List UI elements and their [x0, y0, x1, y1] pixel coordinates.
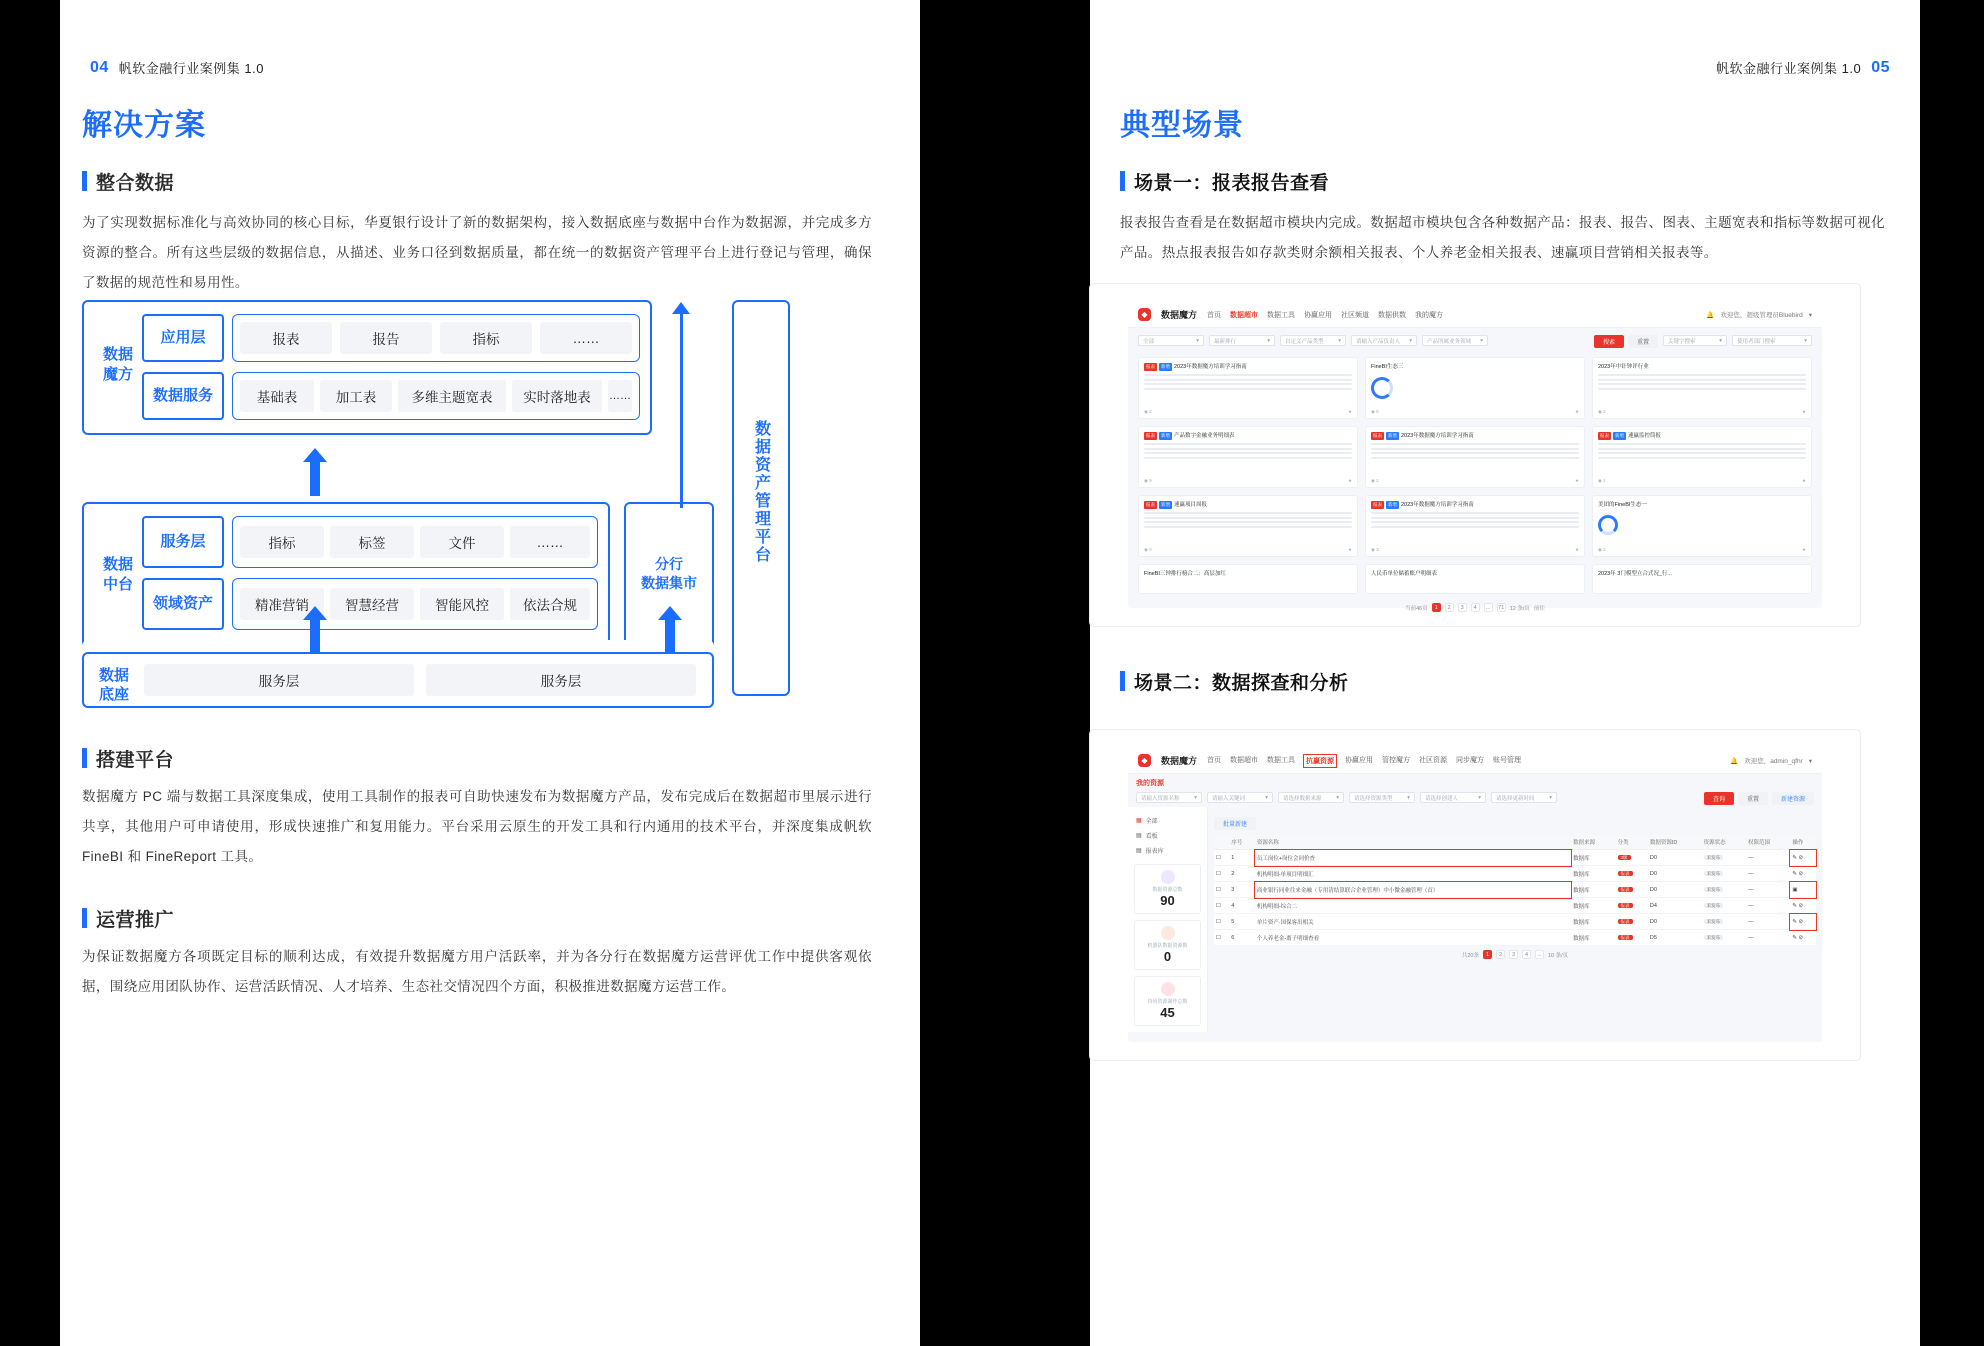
page-ellipsis: ...: [1484, 603, 1493, 612]
table-row[interactable]: [1214, 850, 1816, 866]
app-name-1: 数据魔方: [1161, 310, 1198, 320]
table-header-row: [1214, 835, 1816, 850]
product-card[interactable]: 美团的FineBI生态一 ◉ 2 ★: [1592, 495, 1812, 557]
reset-button-2[interactable]: 重置: [1738, 792, 1768, 805]
resource-body: [1128, 807, 1822, 1032]
col-actions: 操作: [1790, 835, 1816, 850]
stat-label-total: 数据资源总数: [1152, 887, 1183, 893]
diagram-cell-etc-3: ……: [510, 526, 590, 558]
row-category: 报表: [1616, 898, 1648, 914]
diagram-box-service-layer: 服务层: [142, 516, 224, 568]
diagram-label-midplatform: 数据 中台: [102, 556, 133, 593]
filter-all[interactable]: 全部 ▾: [1138, 335, 1204, 346]
product-card[interactable]: 报表 新增 速赢监控筒报 ◉ 1 ★: [1592, 426, 1812, 488]
row-actions[interactable]: ✎ ⊘: [1790, 850, 1816, 866]
product-card[interactable]: 报表 新增 速赢项目周报 ◉ 0 ★: [1138, 495, 1358, 557]
row-name: 个人养老金-离子明细查看: [1255, 930, 1571, 946]
diagram-label-base: 数据 底座: [98, 667, 129, 703]
nav-item-community-2[interactable]: 社区资源: [1419, 756, 1448, 764]
diagram-cell-indicator: 指标: [440, 322, 532, 354]
page-1[interactable]: 1: [1432, 603, 1441, 612]
right-page: [1090, 0, 1920, 1346]
scene-title-1: 场景一：报表报告查看: [1120, 168, 1329, 195]
row-status: 未发布: [1702, 850, 1746, 866]
new-resource-button[interactable]: 新建资源: [1772, 792, 1814, 805]
filter-owner[interactable]: 请输入产品负责人 ▾: [1351, 335, 1417, 346]
table-row[interactable]: [1214, 914, 1816, 930]
resource-table: [1214, 835, 1816, 946]
bell-icon[interactable]: 🔔: [1706, 311, 1715, 319]
filter-dept[interactable]: 使用者部门搜索 ▾: [1732, 335, 1812, 346]
filter-update-time[interactable]: 请选择更新时间 ▾: [1491, 792, 1557, 803]
row-status: 未发布: [1702, 914, 1746, 930]
filter-data-source[interactable]: 请选择数据来源 ▾: [1278, 792, 1344, 803]
row-actions[interactable]: ▣: [1790, 882, 1816, 898]
row-id: D0: [1648, 866, 1702, 882]
diagram-box-data-service: 数据服务: [142, 372, 224, 420]
filter-bar-1: [1128, 328, 1822, 352]
page-2[interactable]: 2: [1445, 603, 1454, 612]
chevron-down-icon[interactable]: ▾: [1808, 311, 1812, 319]
screenshot-data-market: [1090, 284, 1860, 626]
filter-domain[interactable]: 产品所属业务领域 ▾: [1422, 335, 1488, 346]
paragraph-1: 为了实现数据标准化与高效协同的核心目标，华夏银行设计了新的数据架构，接入数据底座与数据中台作为数据源，并完成多方资源的整合。所有这些层级的数据信息，从描述、业务口径到数据质量，都在统一的数据资产管理平台上进行登记与管理，确保了数据的规范性和易用性。: [82, 215, 872, 290]
diagram-cell-report: 报表: [240, 322, 332, 354]
page-4-2[interactable]: 4: [1522, 950, 1531, 959]
diagram-cell-base-service-2: 服务层: [426, 664, 696, 696]
stat-card-machine: [1134, 920, 1201, 970]
row-status: 未发布: [1702, 898, 1746, 914]
running-header-right: [1716, 58, 1890, 77]
paragraph-2: 数据魔方 PC 端与数据工具深度集成，使用工具制作的报表可自助快速发布为数据魔方产品，发布完成后在数据超市里展示进行共享，其他用户可申请使用，形成快速推广和复用能力。平台采用云原生的开发工具和行内通用的技术平台，并深度集成帆软 FineBI 和 FineReport 工具。: [82, 789, 872, 864]
screenshot-resource-table: [1090, 730, 1860, 1060]
col-no: 序号: [1229, 835, 1255, 850]
nav-item-community[interactable]: 社区频道: [1341, 311, 1370, 319]
diagram-connector-arrow: [672, 302, 690, 314]
row-checkbox[interactable]: ☐: [1214, 898, 1229, 914]
header-text-right: 帆软金融行业案例集 1.0: [1716, 61, 1862, 76]
row-id: D0: [1648, 882, 1702, 898]
diagram-cell-tag: 标签: [330, 526, 414, 558]
filter-product-type[interactable]: 自定义产品类型 ▾: [1280, 335, 1346, 346]
page-ellipsis-2: ...: [1535, 950, 1544, 959]
diagram-label-branch-mart: 分行 数据集市: [641, 556, 697, 591]
col-check: [1214, 835, 1229, 850]
diagram-box-domain-asset: 领域资产: [142, 578, 224, 630]
product-card[interactable]: 人民币单位储蓄账户明细表: [1365, 564, 1585, 594]
stat-value-pending: 45: [1160, 1005, 1175, 1020]
filter-resource-name[interactable]: 请输入资源名称 ▾: [1136, 792, 1202, 803]
stat-value-total: 90: [1160, 893, 1175, 908]
diagram-label-asset-platform: 数据资产管理平台: [752, 420, 770, 564]
filter-keyword-2[interactable]: 请输入关键词 ▾: [1207, 792, 1273, 803]
stat-label-machine: 机器队数据资源数: [1147, 943, 1188, 949]
nav-item-data-tools[interactable]: 数据工具: [1267, 311, 1296, 319]
row-checkbox[interactable]: ☐: [1214, 914, 1229, 930]
diagram-connector-line: [680, 310, 683, 470]
nav-item-home-2[interactable]: 首页: [1207, 756, 1222, 764]
nav-item-sync-cube[interactable]: 同步魔方: [1456, 756, 1485, 764]
paragraph-3: 为保证数据魔方各项既定目标的顺利达成，有效提升数据魔方用户活跃率，并为各分行在数据魔方运营评优工作中提供客观依据，围绕应用团队协作、运营活跃情况、人才培养、生态社交情况四个方面，积极推进数据魔方运营工作。: [82, 949, 872, 994]
row-scope: —: [1746, 850, 1790, 866]
app-userbar-2: [1730, 756, 1812, 765]
screenshot-1-frame: [1128, 302, 1822, 612]
diagram-cell-compliance: 依法合规: [510, 588, 590, 620]
page-2-2[interactable]: 2: [1496, 950, 1505, 959]
app-userbar-1: [1706, 310, 1812, 319]
app-logo-icon: ◆: [1138, 754, 1151, 767]
product-card[interactable]: 2023年中针钟评行业 ◉ 3 ★: [1592, 357, 1812, 419]
row-no: 5: [1229, 914, 1255, 930]
stat-card-pending: [1134, 976, 1201, 1026]
row-actions[interactable]: ✎ ⊘: [1790, 866, 1816, 882]
row-status: 未发布: [1702, 930, 1746, 946]
chevron-down-icon[interactable]: ▾: [1808, 757, 1812, 765]
donut-chart-icon: [1371, 377, 1393, 399]
nav-item-control-cube[interactable]: 管控魔方: [1382, 756, 1411, 764]
row-actions[interactable]: ✎ ⊘: [1790, 930, 1816, 946]
app-nav-2: [1207, 755, 1521, 767]
app-nav-1: [1207, 310, 1443, 320]
row-no: 3: [1229, 882, 1255, 898]
diagram-cell-base-service-1: 服务层: [144, 664, 414, 696]
page-title-right: 典型场景: [1120, 109, 1244, 142]
row-no: 4: [1229, 898, 1255, 914]
product-card[interactable]: FineBI三钟排行榜合二：高层加红: [1138, 564, 1358, 594]
diagram-cell-report-doc: 报告: [340, 322, 432, 354]
row-source: 数据库: [1571, 866, 1615, 882]
row-scope: —: [1746, 914, 1790, 930]
diagram-connector-line-2: [680, 468, 683, 508]
diagram-cell-smart-risk: 智能风控: [420, 588, 504, 620]
user-greeting-1: 欢迎您，超级管理员Bluebird: [1720, 312, 1803, 319]
diagram-cell-file: 文件: [420, 526, 504, 558]
product-card[interactable]: 2023年 3门模型立合式况_行...: [1592, 564, 1812, 594]
diagram-cell-smart-ops: 智慧经营: [330, 588, 414, 620]
nav-item-coop-app-2[interactable]: 协赢应用: [1345, 756, 1374, 764]
row-name: 单片资产·国保客出相关: [1255, 914, 1571, 930]
row-id: D0: [1648, 914, 1702, 930]
row-name: 商业银行同业往来金融（专用清结算联合企业管理）中小微金融管理（首）: [1255, 882, 1571, 898]
row-id: D0: [1648, 850, 1702, 866]
scene-title-2: 场景二：数据探查和分析: [1120, 668, 1349, 695]
col-id: 数据资源ID: [1648, 835, 1702, 850]
page-number-right: 05: [1871, 58, 1890, 76]
col-status: 资源状态: [1702, 835, 1746, 850]
header-text-left: 帆软金融行业案例集 1.0: [118, 61, 264, 76]
search-button-1[interactable]: 搜索: [1594, 335, 1624, 348]
table-row[interactable]: [1214, 930, 1816, 946]
page-1-2[interactable]: 1: [1483, 950, 1492, 959]
row-source: 数据库: [1571, 914, 1615, 930]
sidebar-item-all[interactable]: ▦ 全部: [1136, 818, 1158, 825]
row-status: 未发布: [1702, 882, 1746, 898]
diagram-box-app-layer: 应用层: [142, 314, 224, 362]
stat-label-pending: 待用资源制作总数: [1147, 999, 1188, 1005]
page-3-2[interactable]: 3: [1509, 950, 1518, 959]
total-count-1: 当前46页: [1405, 605, 1428, 612]
col-scope: 权限范围: [1746, 835, 1790, 850]
row-category: 报表: [1616, 882, 1648, 898]
nav-item-home[interactable]: 首页: [1207, 311, 1222, 319]
diagram-cell-base-table: 基础表: [240, 380, 314, 412]
nav-item-data-market-2[interactable]: 数据超市: [1230, 756, 1259, 764]
page-number-left: 04: [90, 58, 109, 76]
diagram-cell-process-table: 加工表: [320, 380, 392, 412]
diagram-label-datacube: 数据 魔方: [102, 346, 133, 383]
diagram-cell-etc-2: ……: [608, 380, 632, 412]
row-category: 报表: [1616, 866, 1648, 882]
sidebar-item-report-lib[interactable]: ▤ 报表库: [1136, 848, 1164, 855]
row-scope: —: [1746, 866, 1790, 882]
row-no: 1: [1229, 850, 1255, 866]
filter-sort[interactable]: 最新排行 ▾: [1209, 335, 1275, 346]
page-3[interactable]: 3: [1458, 603, 1467, 612]
page-jump-1[interactable]: 前往: [1533, 605, 1545, 612]
row-name: 机构明细-单项目明细汇: [1255, 866, 1571, 882]
row-id: D4: [1648, 898, 1702, 914]
subsection-title-1: 整合数据: [82, 168, 174, 195]
row-checkbox[interactable]: ☐: [1214, 866, 1229, 882]
row-no: 6: [1229, 930, 1255, 946]
reset-button-1[interactable]: 重置: [1628, 335, 1658, 348]
product-card-grid: [1128, 352, 1822, 599]
arrow-up-2: [310, 618, 320, 652]
page-4[interactable]: 4: [1471, 603, 1480, 612]
row-scope: —: [1746, 882, 1790, 898]
app-header-1: [1128, 302, 1822, 328]
page-title-left: 解决方案: [82, 109, 206, 142]
diagram-cell-wide-table: 多维主题宽表: [398, 380, 506, 412]
total-count-2: 共20条: [1461, 952, 1479, 959]
donut-chart-icon: [1598, 515, 1618, 535]
nav-item-resources[interactable]: 抗赢资源: [1304, 755, 1336, 767]
sidebar-item-dashboard[interactable]: ▤ 看板: [1136, 833, 1158, 840]
filter-creator[interactable]: 请选择创建人 ▾: [1420, 792, 1486, 803]
row-actions[interactable]: ✎ ⊘: [1790, 914, 1816, 930]
row-checkbox[interactable]: ☐: [1214, 850, 1229, 866]
subsection-title-3: 运营推广: [82, 905, 174, 932]
row-source: 数据库: [1571, 930, 1615, 946]
table-row[interactable]: [1214, 882, 1816, 898]
product-card[interactable]: 报表 新增 2023年数据魔方培训学习指南 ◉ 2 ★: [1138, 357, 1358, 419]
architecture-diagram: [82, 300, 872, 703]
row-checkbox[interactable]: ☐: [1214, 930, 1229, 946]
user-greeting-2: 欢迎您，admin_qfhr: [1744, 758, 1803, 765]
row-category: 报表: [1616, 914, 1648, 930]
arrow-up-3: [665, 618, 675, 652]
resource-sidebar: [1128, 807, 1208, 1032]
table-row[interactable]: [1214, 898, 1816, 914]
app-logo-icon: ◆: [1138, 308, 1151, 321]
diagram-cell-etc-1: ……: [540, 322, 632, 354]
app-name-2: 数据魔方: [1161, 756, 1198, 766]
row-scope: —: [1746, 898, 1790, 914]
stat-value-machine: 0: [1163, 949, 1172, 964]
product-card[interactable]: 报表 新增 2023年数据魔方培训学习指南 ◉ 3 ★: [1365, 495, 1585, 557]
app-header-2: [1128, 748, 1822, 774]
panel-title-2: 我的资源: [1136, 780, 1164, 787]
col-category: 分类: [1616, 835, 1648, 850]
diagram-cell-realtime-table: 实时落地表: [512, 380, 602, 412]
row-category: 报表: [1616, 930, 1648, 946]
col-name: 资源名称: [1255, 835, 1571, 850]
product-card[interactable]: FineBI生态三 ◉ 5 ★: [1365, 357, 1585, 419]
col-source: 数据来源: [1571, 835, 1615, 850]
arrow-up-1: [310, 460, 320, 496]
nav-item-data-supply[interactable]: 数据供数: [1378, 311, 1407, 319]
left-page: [60, 0, 920, 1346]
nav-item-data-market[interactable]: 数据超市: [1230, 311, 1259, 319]
row-name: 机构明细-综合二: [1255, 898, 1571, 914]
nav-item-data-tools-2[interactable]: 数据工具: [1267, 756, 1296, 764]
running-header-left: [90, 58, 264, 77]
pagination-1: [1128, 599, 1822, 616]
page-last[interactable]: 71: [1498, 604, 1505, 611]
nav-item-account-mgmt[interactable]: 账号管理: [1493, 756, 1522, 764]
nav-item-coop-app[interactable]: 协赢应用: [1304, 311, 1333, 319]
pagination-2: [1214, 946, 1816, 963]
page-size-select-1[interactable]: 12 条/页: [1509, 605, 1530, 612]
row-name: 员工岗位+岗位会同价查: [1255, 850, 1571, 866]
product-card[interactable]: 报表 新增 2023年数据魔方培训学习指南 ◉ 2 ★: [1365, 426, 1585, 488]
row-scope: —: [1746, 930, 1790, 946]
row-checkbox[interactable]: ☐: [1214, 882, 1229, 898]
row-no: 2: [1229, 866, 1255, 882]
search-button-2[interactable]: 查询: [1704, 792, 1734, 805]
row-status: 未发布: [1702, 866, 1746, 882]
row-source: 数据库: [1571, 882, 1615, 898]
page-size-select-2[interactable]: 10 条/页: [1547, 952, 1569, 959]
stat-card-total: [1134, 864, 1201, 914]
row-source: 数据库: [1571, 850, 1615, 866]
resource-table-area: [1208, 807, 1822, 1032]
filter-keyword[interactable]: 关键字搜索 ▾: [1663, 335, 1727, 346]
row-actions[interactable]: ✎ ⊘: [1790, 898, 1816, 914]
nav-item-my-cube[interactable]: 我的魔方: [1415, 311, 1444, 319]
filter-bar-2: [1128, 788, 1822, 807]
batch-new-button[interactable]: 批量新建: [1214, 817, 1256, 830]
row-source: 数据库: [1571, 898, 1615, 914]
row-id: D5: [1648, 930, 1702, 946]
diagram-cell-indicator-2: 指标: [240, 526, 324, 558]
screenshot-2-frame: [1128, 748, 1822, 1042]
diagram-cell-precise-marketing: 精准营销: [240, 588, 324, 620]
filter-resource-type[interactable]: 请选择资源类型 ▾: [1349, 792, 1415, 803]
subsection-title-2: 搭建平台: [82, 745, 174, 772]
table-row[interactable]: [1214, 866, 1816, 882]
row-category: 3级: [1616, 850, 1648, 866]
product-card[interactable]: 报表 新增 产品数字金融业务明细表 ◉ 9 ★: [1138, 426, 1358, 488]
scene-paragraph-1: 报表报告查看是在数据超市模块内完成。数据超市模块包含各种数据产品：报表、报告、图表、主题宽表和指标等数据可视化产品。热点报表报告如存款类财余额相关报表、个人养老金相关报表、速赢项目营销相关报表等。: [1120, 215, 1885, 260]
bell-icon[interactable]: 🔔: [1730, 757, 1739, 765]
